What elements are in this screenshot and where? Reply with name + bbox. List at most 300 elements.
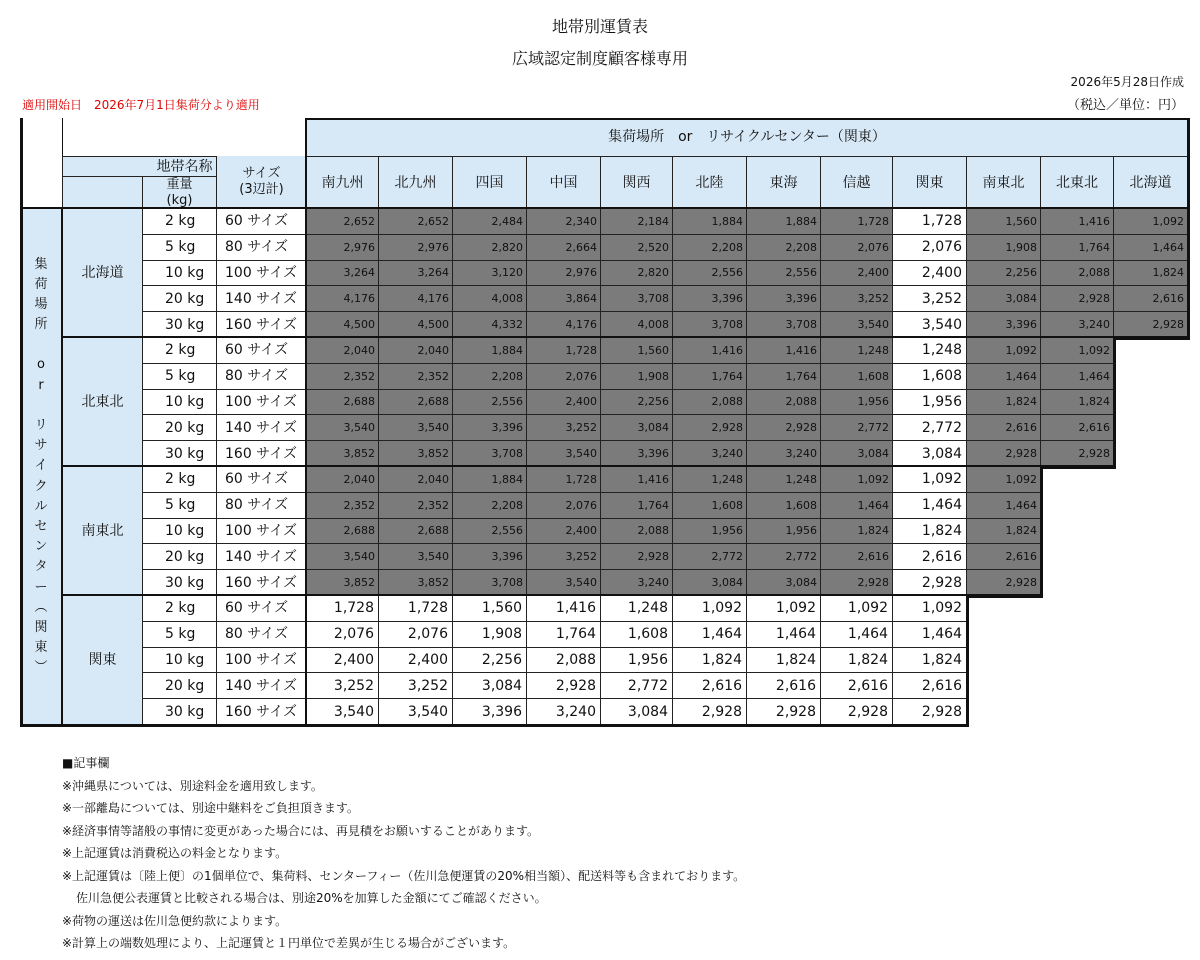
- rate-cell: 1,608: [600, 621, 672, 647]
- rate-cell: 2,772: [672, 543, 746, 569]
- rate-cell: 2,688: [306, 389, 378, 415]
- rate-cell: 2,928: [820, 698, 892, 724]
- rate-cell: 1,908: [966, 234, 1040, 260]
- rate-cell: 1,092: [1113, 208, 1187, 234]
- destination-header: 東海: [746, 156, 820, 208]
- destination-header: 南東北: [966, 156, 1040, 208]
- rate-cell: 2,076: [306, 621, 378, 647]
- rate-cell: 3,540: [378, 543, 452, 569]
- weight-cell: 20 kg: [142, 285, 216, 311]
- vertical-label-char: イ: [34, 458, 48, 474]
- rate-cell: 2,928: [746, 414, 820, 440]
- group-separator: [62, 465, 1113, 467]
- rate-cell: 3,708: [600, 285, 672, 311]
- rate-cell: 2,400: [378, 647, 452, 673]
- size-cell: 100 サイズ: [216, 389, 306, 415]
- origin-zone-label: 北海道: [62, 208, 142, 337]
- rate-cell: 2,928: [892, 698, 966, 724]
- weight-cell: 30 kg: [142, 311, 216, 337]
- rate-cell: 1,560: [600, 337, 672, 363]
- rate-cell: 3,084: [966, 285, 1040, 311]
- start-date: 適用開始日 2026年7月1日集荷分より適用: [22, 98, 260, 112]
- rate-cell: 1,248: [746, 466, 820, 492]
- header-spacer: [62, 118, 306, 156]
- rate-cell: 2,484: [452, 208, 526, 234]
- weight-cell: 30 kg: [142, 569, 216, 595]
- rate-cell: 1,416: [600, 466, 672, 492]
- rate-cell: 3,084: [452, 672, 526, 698]
- rate-cell: 2,556: [452, 518, 526, 544]
- rate-cell: 1,824: [892, 647, 966, 673]
- vertical-label-char: タ: [34, 559, 48, 575]
- rate-cell: 3,240: [526, 698, 600, 724]
- rate-cell: 1,728: [820, 208, 892, 234]
- header-separator: [20, 207, 1190, 209]
- rate-cell: 2,088: [672, 389, 746, 415]
- rate-cell: 2,772: [820, 414, 892, 440]
- rate-cell: 1,824: [1040, 389, 1113, 415]
- rate-cell: 2,352: [306, 363, 378, 389]
- rate-cell: 2,976: [378, 234, 452, 260]
- rate-cell: 1,464: [746, 621, 820, 647]
- rate-cell: 2,520: [600, 234, 672, 260]
- rate-cell: 1,464: [672, 621, 746, 647]
- rate-cell: 2,928: [526, 672, 600, 698]
- rate-cell: 3,264: [378, 260, 452, 286]
- table-border-top: [306, 118, 1190, 120]
- rate-cell: 3,708: [452, 440, 526, 466]
- rate-cell: 2,184: [600, 208, 672, 234]
- rate-cell: 1,416: [526, 595, 600, 621]
- weight-unit-label: (kg): [166, 192, 193, 208]
- rate-cell: 3,120: [452, 260, 526, 286]
- rate-cell: 2,208: [452, 363, 526, 389]
- vertical-label-char: 集: [34, 256, 48, 272]
- group-separator: [62, 594, 1040, 596]
- destination-header: 北陸: [672, 156, 746, 208]
- rate-cell: 1,092: [1040, 337, 1113, 363]
- weight-cell: 5 kg: [142, 234, 216, 260]
- vertical-label-char: 関: [34, 619, 48, 635]
- weight-cell: 2 kg: [142, 208, 216, 234]
- rate-cell: 2,256: [452, 647, 526, 673]
- rate-cell: 2,616: [892, 672, 966, 698]
- rate-cell: 2,616: [966, 414, 1040, 440]
- vertical-label-char: ︶: [34, 660, 48, 676]
- weight-cell: 2 kg: [142, 337, 216, 363]
- rate-cell: 3,540: [378, 414, 452, 440]
- rate-cell: 2,352: [378, 492, 452, 518]
- rate-cell: 3,852: [306, 569, 378, 595]
- weight-cell: 2 kg: [142, 595, 216, 621]
- weight-cell: 10 kg: [142, 518, 216, 544]
- size-cell: 140 サイズ: [216, 672, 306, 698]
- rate-cell: 2,400: [526, 518, 600, 544]
- weight-cell: 30 kg: [142, 698, 216, 724]
- vertical-label-char: ー: [34, 579, 48, 595]
- rate-cell: 2,928: [672, 698, 746, 724]
- rate-cell: 1,092: [966, 466, 1040, 492]
- size-cell: 60 サイズ: [216, 466, 306, 492]
- table-border-bottom: [20, 724, 969, 727]
- vertical-label-char: r: [38, 377, 44, 393]
- rate-cell: 2,928: [966, 440, 1040, 466]
- title-line-2: 広域認定制度顧客様専用: [511, 49, 688, 68]
- table-border-right: [1113, 337, 1116, 469]
- group-separator: [62, 336, 1187, 338]
- rate-cell: 3,084: [600, 414, 672, 440]
- vertical-label-char: ク: [34, 478, 48, 494]
- rate-cell: 2,928: [1040, 440, 1113, 466]
- rate-cell: 1,560: [966, 208, 1040, 234]
- rate-cell: 2,256: [966, 260, 1040, 286]
- weight-cell: 5 kg: [142, 621, 216, 647]
- rate-cell: 1,092: [820, 466, 892, 492]
- destination-header: 関東: [892, 156, 966, 208]
- rate-cell: 2,616: [820, 672, 892, 698]
- rate-cell: 3,252: [378, 672, 452, 698]
- rate-cell: 2,928: [820, 569, 892, 595]
- rate-cell: 3,540: [526, 569, 600, 595]
- table-border: [61, 208, 63, 724]
- rate-cell: 2,772: [746, 543, 820, 569]
- origin-vertical-label: [20, 208, 62, 724]
- rate-cell: 3,252: [892, 285, 966, 311]
- rate-cell: 3,864: [526, 285, 600, 311]
- unit-note: （税込／単位：円）: [1066, 98, 1184, 113]
- origin-zone-label: 北東北: [62, 337, 142, 466]
- vertical-label-char: ン: [34, 539, 48, 555]
- rate-cell: 1,464: [966, 492, 1040, 518]
- rate-cell: 3,396: [452, 698, 526, 724]
- created-date: 2026年5月28日作成: [1070, 75, 1184, 89]
- rate-cell: 1,416: [672, 337, 746, 363]
- rate-cell: 1,728: [378, 595, 452, 621]
- note-line: ※沖縄県については、別途料金を適用致します。: [62, 778, 323, 793]
- size-cell: 140 サイズ: [216, 414, 306, 440]
- rate-cell: 2,928: [892, 569, 966, 595]
- rate-cell: 4,176: [526, 311, 600, 337]
- size-cell: 60 サイズ: [216, 337, 306, 363]
- rate-cell: 3,540: [306, 414, 378, 440]
- size-cell: 80 サイズ: [216, 363, 306, 389]
- rate-cell: 2,616: [1113, 285, 1187, 311]
- rate-cell: 1,464: [966, 363, 1040, 389]
- note-line: ※上記運賃は消費税込の料金となります。: [62, 846, 288, 860]
- rate-cell: 1,956: [820, 389, 892, 415]
- destination-header: 南九州: [306, 156, 378, 208]
- weight-header-label: 重量: [166, 176, 193, 192]
- rate-cell: 1,728: [526, 466, 600, 492]
- rate-cell: 2,616: [672, 672, 746, 698]
- note-line: ※一部離島については、別途中継料をご負担頂きます。: [62, 801, 359, 815]
- vertical-label-char: サ: [34, 438, 48, 454]
- size-cell: 80 サイズ: [216, 234, 306, 260]
- rate-cell: 1,248: [820, 337, 892, 363]
- rate-cell: 2,928: [672, 414, 746, 440]
- rate-cell: 1,608: [820, 363, 892, 389]
- table-border: [62, 118, 63, 156]
- note-line: ※計算上の端数処理により、上記運賃と１円単位で差異が生じる場合がございます。: [62, 936, 516, 950]
- weight-cell: 20 kg: [142, 414, 216, 440]
- rate-cell: 3,708: [672, 311, 746, 337]
- rate-cell: 1,764: [1040, 234, 1113, 260]
- rate-cell: 4,176: [306, 285, 378, 311]
- rate-cell: 2,556: [452, 389, 526, 415]
- rate-cell: 2,688: [306, 518, 378, 544]
- rate-cell: 2,400: [892, 260, 966, 286]
- table-border: [305, 118, 307, 724]
- rate-cell: 3,084: [820, 440, 892, 466]
- rate-cell: 1,764: [672, 363, 746, 389]
- rate-cell: 1,824: [746, 647, 820, 673]
- rate-cell: 2,088: [526, 647, 600, 673]
- rate-cell: 2,616: [892, 543, 966, 569]
- rate-cell: 3,396: [452, 414, 526, 440]
- rate-cell: 2,928: [1040, 285, 1113, 311]
- rate-cell: 3,240: [672, 440, 746, 466]
- vertical-label-char: 場: [34, 296, 48, 312]
- rate-cell: 2,088: [600, 518, 672, 544]
- rate-cell: 3,084: [600, 698, 672, 724]
- rate-cell: 2,400: [526, 389, 600, 415]
- rate-cell: 1,824: [820, 647, 892, 673]
- rate-cell: 1,464: [820, 492, 892, 518]
- size-cell: 80 サイズ: [216, 492, 306, 518]
- zone-name-header: 地帯名称: [62, 156, 306, 176]
- rate-cell: 3,708: [746, 311, 820, 337]
- note-line: ※上記運賃は〔陸上便〕の1個単位で、集荷料、センターフィー（佐川急便運賃の20%相当額）、配送料等も含まれております。: [62, 868, 746, 883]
- weight-header: [142, 176, 216, 208]
- rate-cell: 3,540: [378, 698, 452, 724]
- rate-cell: 3,708: [452, 569, 526, 595]
- rate-cell: 1,560: [452, 595, 526, 621]
- note-line: ※経済事情等諸般の事情に変更があった場合には、再見積をお願いすることがあります。: [62, 823, 539, 838]
- size-cell: 100 サイズ: [216, 518, 306, 544]
- table-border-right: [966, 595, 969, 727]
- rate-cell: 3,540: [892, 311, 966, 337]
- rate-cell: 2,616: [966, 543, 1040, 569]
- rate-cell: 1,728: [892, 208, 966, 234]
- rate-cell: 2,928: [966, 569, 1040, 595]
- weight-cell: 10 kg: [142, 389, 216, 415]
- size-cell: 100 サイズ: [216, 647, 306, 673]
- rate-cell: 3,540: [306, 698, 378, 724]
- rate-cell: 1,092: [820, 595, 892, 621]
- rate-cell: 2,616: [820, 543, 892, 569]
- rate-cell: 2,928: [600, 543, 672, 569]
- rate-cell: 2,352: [306, 492, 378, 518]
- rate-cell: 1,728: [526, 337, 600, 363]
- rate-cell: 1,824: [966, 389, 1040, 415]
- table-border-right: [1040, 466, 1043, 598]
- weight-cell: 20 kg: [142, 543, 216, 569]
- weight-cell: 5 kg: [142, 363, 216, 389]
- size-unit-label: (3辺計): [239, 182, 284, 197]
- size-cell: 80 サイズ: [216, 621, 306, 647]
- rate-cell: 1,248: [672, 466, 746, 492]
- rate-cell: 1,416: [1040, 208, 1113, 234]
- rate-cell: 2,040: [306, 466, 378, 492]
- weight-cell: 20 kg: [142, 672, 216, 698]
- rate-cell: 3,264: [306, 260, 378, 286]
- rate-cell: 3,084: [746, 569, 820, 595]
- rate-cell: 2,208: [672, 234, 746, 260]
- rate-cell: 1,824: [672, 647, 746, 673]
- rate-cell: 2,616: [1040, 414, 1113, 440]
- rate-cell: 2,088: [1040, 260, 1113, 286]
- rate-cell: 2,616: [746, 672, 820, 698]
- rate-cell: 3,396: [746, 285, 820, 311]
- note-line: ※荷物の運送は佐川急便約款によります。: [62, 913, 288, 928]
- destination-header: 北九州: [378, 156, 452, 208]
- rate-cell: 2,928: [1113, 311, 1187, 337]
- rate-cell: 1,464: [820, 621, 892, 647]
- size-cell: 100 サイズ: [216, 260, 306, 286]
- rate-cell: 3,540: [306, 543, 378, 569]
- rate-cell: 1,956: [746, 518, 820, 544]
- rate-cell: 4,332: [452, 311, 526, 337]
- rate-cell: 3,252: [526, 414, 600, 440]
- rate-cell: 3,852: [378, 569, 452, 595]
- rate-cell: 2,772: [892, 414, 966, 440]
- zone-name-blank: [62, 176, 142, 208]
- rate-cell: 1,764: [526, 621, 600, 647]
- vertical-label-char: o: [37, 357, 45, 373]
- rate-cell: 1,464: [1113, 234, 1187, 260]
- origin-header: 集荷場所 or リサイクルセンター（関東）: [306, 118, 1187, 156]
- rate-cell: 1,248: [892, 337, 966, 363]
- rate-cell: 2,076: [526, 363, 600, 389]
- weight-cell: 30 kg: [142, 440, 216, 466]
- size-cell: 140 サイズ: [216, 285, 306, 311]
- rate-cell: 1,092: [672, 595, 746, 621]
- rate-cell: 2,556: [746, 260, 820, 286]
- rate-cell: 2,664: [526, 234, 600, 260]
- destination-header: 四国: [452, 156, 526, 208]
- rate-cell: 2,076: [820, 234, 892, 260]
- rate-cell: 1,884: [746, 208, 820, 234]
- rate-cell: 2,400: [306, 647, 378, 673]
- rate-cell: 1,464: [892, 492, 966, 518]
- rate-cell: 2,652: [378, 208, 452, 234]
- vertical-label-char: 荷: [34, 276, 48, 292]
- rate-cell: 2,820: [452, 234, 526, 260]
- rate-cell: 1,092: [966, 337, 1040, 363]
- rate-cell: 3,084: [672, 569, 746, 595]
- rate-cell: 2,088: [746, 389, 820, 415]
- size-header: [216, 156, 306, 208]
- rate-cell: 1,464: [892, 621, 966, 647]
- rate-cell: 2,400: [820, 260, 892, 286]
- rate-cell: 1,824: [820, 518, 892, 544]
- size-cell: 160 サイズ: [216, 311, 306, 337]
- rate-cell: 1,884: [452, 466, 526, 492]
- rate-cell: 3,084: [892, 440, 966, 466]
- rate-cell: 1,248: [600, 595, 672, 621]
- vertical-label-char: ル: [34, 498, 48, 514]
- rate-cell: 3,852: [378, 440, 452, 466]
- destination-header: 北海道: [1113, 156, 1187, 208]
- rate-cell: 2,976: [526, 260, 600, 286]
- rate-cell: 1,092: [746, 595, 820, 621]
- size-cell: 160 サイズ: [216, 569, 306, 595]
- notes-section: [62, 752, 745, 955]
- vertical-label-char: ︵: [34, 599, 48, 615]
- rate-cell: 4,008: [452, 285, 526, 311]
- rate-cell: 1,416: [746, 337, 820, 363]
- rate-cell: 2,256: [600, 389, 672, 415]
- rate-cell: 1,908: [600, 363, 672, 389]
- size-cell: 60 サイズ: [216, 595, 306, 621]
- rate-cell: 1,092: [892, 466, 966, 492]
- destination-header: 北東北: [1040, 156, 1113, 208]
- rate-cell: 1,884: [452, 337, 526, 363]
- rate-cell: 3,252: [820, 285, 892, 311]
- rate-cell: 1,608: [672, 492, 746, 518]
- rate-cell: 4,008: [600, 311, 672, 337]
- rate-cell: 2,076: [526, 492, 600, 518]
- rate-cell: 1,764: [600, 492, 672, 518]
- rate-cell: 4,176: [378, 285, 452, 311]
- rate-cell: 1,608: [746, 492, 820, 518]
- notes-heading: ■記事欄: [62, 756, 110, 770]
- rate-cell: 1,824: [966, 518, 1040, 544]
- rate-cell: 2,688: [378, 389, 452, 415]
- vertical-label-char: 所: [34, 317, 48, 333]
- rate-cell: 2,820: [600, 260, 672, 286]
- rate-cell: 3,396: [600, 440, 672, 466]
- rate-cell: 1,728: [306, 595, 378, 621]
- table-border-right: [1187, 118, 1190, 340]
- rate-cell: 2,340: [526, 208, 600, 234]
- destination-header: 関西: [600, 156, 672, 208]
- rate-cell: 2,688: [378, 518, 452, 544]
- size-header-label: サイズ: [242, 166, 281, 181]
- origin-zone-label: 関東: [62, 595, 142, 724]
- rate-cell: 1,092: [892, 595, 966, 621]
- destination-header: 信越: [820, 156, 892, 208]
- vertical-label-char: 東: [34, 640, 48, 656]
- weight-cell: 5 kg: [142, 492, 216, 518]
- rate-cell: 3,396: [452, 543, 526, 569]
- rate-cell: 3,252: [306, 672, 378, 698]
- rate-cell: 2,040: [378, 466, 452, 492]
- rate-cell: 2,976: [306, 234, 378, 260]
- size-cell: 160 サイズ: [216, 440, 306, 466]
- rate-cell: 1,956: [672, 518, 746, 544]
- destination-header: 中国: [526, 156, 600, 208]
- rate-cell: 2,556: [672, 260, 746, 286]
- rate-cell: 1,956: [600, 647, 672, 673]
- rate-cell: 1,884: [672, 208, 746, 234]
- rate-cell: 1,824: [892, 518, 966, 544]
- rate-cell: 3,240: [600, 569, 672, 595]
- weight-cell: 2 kg: [142, 466, 216, 492]
- rate-cell: 2,652: [306, 208, 378, 234]
- rate-cell: 1,956: [892, 389, 966, 415]
- rate-cell: 2,772: [600, 672, 672, 698]
- note-line: 佐川急便公表運賃と比較される場合は、別途20%を加算した金額にてご確認ください。: [76, 891, 547, 905]
- vertical-label-char: リ: [34, 418, 48, 434]
- weight-cell: 10 kg: [142, 647, 216, 673]
- rate-cell: 2,208: [746, 234, 820, 260]
- rate-cell: 1,608: [892, 363, 966, 389]
- rate-cell: 3,540: [820, 311, 892, 337]
- rate-cell: 2,040: [378, 337, 452, 363]
- size-cell: 60 サイズ: [216, 208, 306, 234]
- rate-cell: 3,540: [526, 440, 600, 466]
